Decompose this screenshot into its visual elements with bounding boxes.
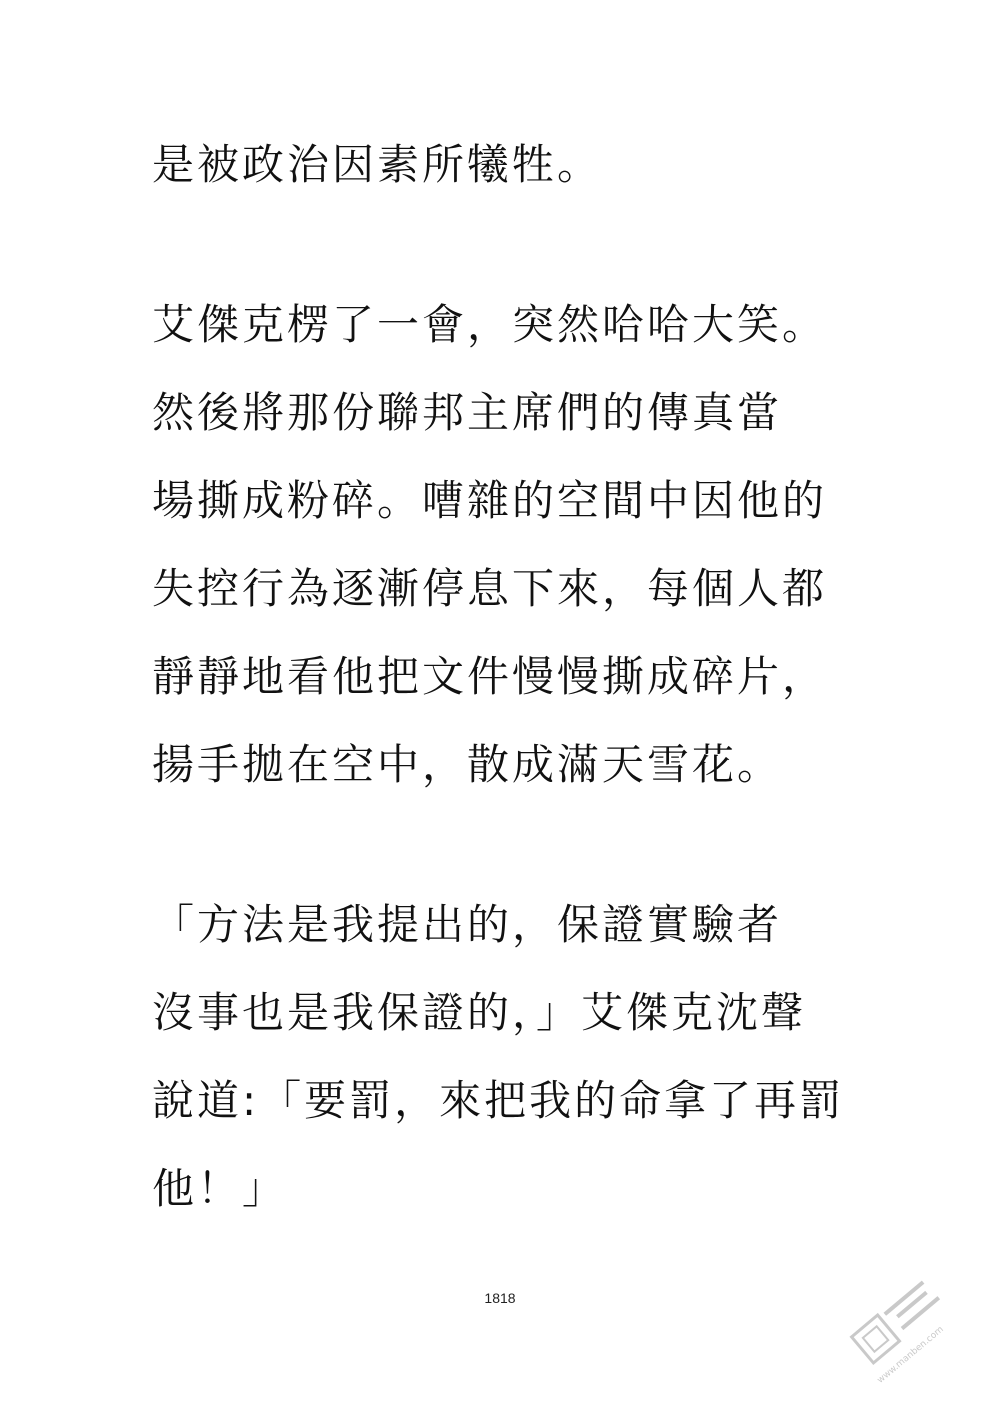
svg-text:www.manben.com: www.manben.com <box>875 1324 946 1386</box>
text-line-5: 失控行為逐漸停息下來，每個人都 <box>152 564 828 613</box>
text-line-1: 是被政治因素所犧牲。 <box>152 140 603 189</box>
text-line-8: 「方法是我提出的，保證實驗者 <box>152 900 783 949</box>
text-line-7: 揚手拋在空中，散成滿天雪花。 <box>152 740 783 789</box>
text-line-9: 沒事也是我保證的，」艾傑克沈聲 <box>152 988 807 1037</box>
text-line-11: 他！」 <box>152 1164 288 1213</box>
watermark-logo <box>822 1246 972 1396</box>
text-line-6: 靜靜地看他把文件慢慢撕成碎片， <box>152 652 828 701</box>
text-line-10: 說道:「要罰，來把我的命拿了再罰 <box>152 1076 845 1125</box>
text-line-2: 艾傑克楞了一會，突然哈哈大笑。 <box>152 300 828 349</box>
text-line-4: 場撕成粉碎。嘈雜的空間中因他的 <box>152 476 828 525</box>
text-line-3: 然後將那份聯邦主席們的傳真當 <box>152 388 783 437</box>
page-number: 1818 <box>484 1290 516 1306</box>
